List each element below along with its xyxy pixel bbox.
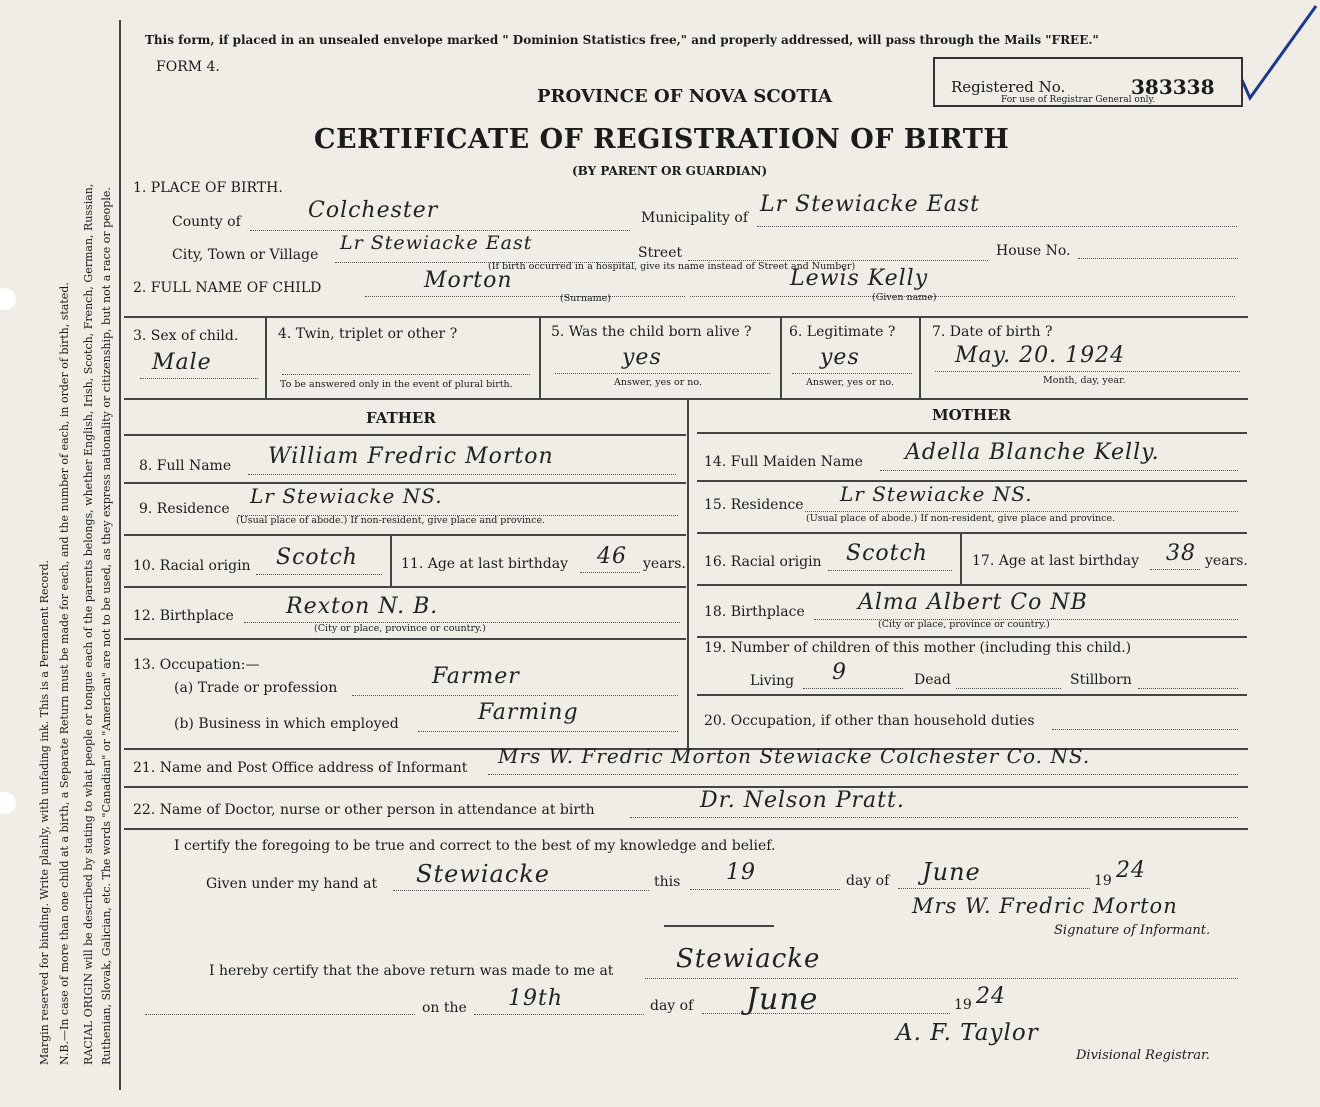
informant-label: 21. Name and Post Office address of Informant xyxy=(133,760,468,776)
father-racial-label: 10. Racial origin xyxy=(133,558,251,574)
doctor-value: Dr. Nelson Pratt. xyxy=(700,788,905,813)
occupation-label: 13. Occupation:— xyxy=(133,657,260,673)
dob-caption: Month, day, year. xyxy=(1043,375,1126,386)
business-value: Farming xyxy=(478,700,579,725)
legitimate-caption: Answer, yes or no. xyxy=(806,377,895,388)
father-name-value: William Fredric Morton xyxy=(268,444,554,469)
separator-rule xyxy=(664,925,774,927)
county-value: Colchester xyxy=(308,198,439,223)
father-age-value: 46 xyxy=(597,544,627,569)
father-birthplace-label: 12. Birthplace xyxy=(133,608,234,624)
place-of-birth-heading: 1. PLACE OF BIRTH. xyxy=(133,180,283,196)
child-given-value: Lewis Kelly xyxy=(790,266,929,291)
given-label: Given under my hand at xyxy=(206,876,378,892)
father-heading: FATHER xyxy=(366,409,436,427)
municipality-value: Lr Stewiacke East xyxy=(760,192,981,217)
registered-number-box xyxy=(933,57,1243,107)
binding-hole-top xyxy=(0,288,16,310)
trade-label: (a) Trade or profession xyxy=(174,680,338,696)
registrar-caption: Divisional Registrar. xyxy=(1076,1048,1210,1063)
trade-value: Farmer xyxy=(432,664,520,689)
mother-heading: MOTHER xyxy=(932,406,1011,424)
form-number: FORM 4. xyxy=(156,59,220,75)
doctor-label: 22. Name of Doctor, nurse or other person in attendance at birth xyxy=(133,802,595,818)
registrar-statement: I hereby certify that the above return was made to me at xyxy=(209,963,614,979)
province-heading: PROVINCE OF NOVA SCOTIA xyxy=(537,86,833,107)
father-residence-value: Lr Stewiacke NS. xyxy=(250,484,443,508)
registrar-place: Stewiacke xyxy=(676,944,821,974)
municipality-label: Municipality of xyxy=(641,210,749,226)
alive-value: yes xyxy=(622,345,662,370)
margin-note-racial-origin-cont: Ruthenian, Slovak, Galician, etc. The words "Canadian" or "American" are not to be used, as they express nationality or citizenship, but not a race or people. xyxy=(100,187,113,1065)
mother-residence-value: Lr Stewiacke NS. xyxy=(840,482,1033,506)
margin-note-multiple-births: N.B.—In case of more than one child at a birth, a Separate Return must be made for each, and the number of each, in order of birth, stated. xyxy=(58,282,71,1065)
dayof-label: day of xyxy=(846,873,890,889)
registrar-year: 24 xyxy=(976,984,1006,1009)
dead-label: Dead xyxy=(914,672,951,688)
living-value: 9 xyxy=(832,660,847,685)
child-surname-value: Morton xyxy=(424,268,513,293)
legitimate-value: yes xyxy=(820,345,860,370)
row-bottom-rule xyxy=(124,398,1248,400)
father-birthplace-value: Rexton N. B. xyxy=(286,594,439,619)
city-label: City, Town or Village xyxy=(172,247,319,263)
registered-label: Registered No. xyxy=(951,78,1066,96)
twin-note: To be answered only in the event of plural birth. xyxy=(280,379,513,390)
signature-caption: Signature of Informant. xyxy=(1054,923,1211,938)
child-given-line xyxy=(690,296,1235,297)
on-the-label: on the xyxy=(422,1000,467,1016)
father-racial-value: Scotch xyxy=(276,545,358,570)
informant-value: Mrs W. Fredric Morton Stewiacke Colchester Co. NS. xyxy=(498,744,1091,768)
registrar-dayof-label: day of xyxy=(650,998,694,1014)
living-label: Living xyxy=(750,673,795,689)
father-birthplace-caption: (City or place, province or country.) xyxy=(314,623,486,634)
registered-value: 383338 xyxy=(1131,75,1215,99)
mail-note: This form, if placed in an unsealed envelope marked " Dominion Statistics free," and properly addressed, will pass through the Mails "FREE." xyxy=(145,33,1099,47)
given-day: 19 xyxy=(726,860,756,885)
mother-age-value: 38 xyxy=(1166,541,1196,566)
mother-age-label: 17. Age at last birthday xyxy=(972,553,1140,569)
mother-name-value: Adella Blanche Kelly. xyxy=(905,440,1160,465)
county-label: County of xyxy=(172,214,241,230)
alive-caption: Answer, yes or no. xyxy=(614,377,703,388)
mother-residence-caption: (Usual place of abode.) If non-resident, give place and province. xyxy=(806,513,1116,524)
father-age-unit: years. xyxy=(643,556,686,572)
father-residence-caption: (Usual place of abode.) If non-resident, give place and province. xyxy=(236,515,546,526)
children-count-label: 19. Number of children of this mother (including this child.) xyxy=(704,640,1132,656)
legitimate-label: 6. Legitimate ? xyxy=(789,324,896,340)
city-value: Lr Stewiacke East xyxy=(340,232,533,254)
registrar-month: June xyxy=(746,982,819,1017)
column-divider xyxy=(687,398,689,748)
given-place: Stewiacke xyxy=(416,860,551,888)
child-name-label: 2. FULL NAME OF CHILD xyxy=(133,280,322,296)
house-label: House No. xyxy=(996,243,1071,259)
this-label: this xyxy=(654,874,681,890)
mother-birthplace-caption: (City or place, province or country.) xyxy=(878,619,1050,630)
father-name-label: 8. Full Name xyxy=(139,458,232,474)
mother-residence-label: 15. Residence xyxy=(704,497,804,513)
registrar-year-prefix: 19 xyxy=(954,997,972,1013)
given-year: 24 xyxy=(1116,858,1146,883)
check-mark-icon xyxy=(1236,0,1320,110)
row-top-rule xyxy=(124,316,1248,318)
sex-label: 3. Sex of child. xyxy=(133,328,239,344)
twin-label: 4. Twin, triplet or other ? xyxy=(278,326,458,342)
house-line xyxy=(1078,258,1238,259)
margin-rule xyxy=(119,20,121,1090)
given-year-prefix: 19 xyxy=(1094,873,1112,889)
surname-caption: (Surname) xyxy=(560,293,611,304)
sex-value: Male xyxy=(152,350,212,375)
dob-label: 7. Date of birth ? xyxy=(932,324,1053,340)
registrar-day: 19th xyxy=(508,986,564,1011)
registrar-signature: A. F. Taylor xyxy=(896,1020,1039,1046)
alive-label: 5. Was the child born alive ? xyxy=(551,324,752,340)
hospital-note: (If birth occurred in a hospital, give its name instead of Street and Number) xyxy=(488,261,856,272)
registrar-note: For use of Registrar General only. xyxy=(1001,95,1156,105)
mother-racial-label: 16. Racial origin xyxy=(704,554,822,570)
given-month: June xyxy=(922,858,981,886)
mother-birthplace-label: 18. Birthplace xyxy=(704,604,805,620)
given-caption: (Given name) xyxy=(872,292,937,303)
stillborn-label: Stillborn xyxy=(1070,672,1132,688)
mother-name-label: 14. Full Maiden Name xyxy=(704,454,863,470)
informant-signature: Mrs W. Fredric Morton xyxy=(912,894,1178,918)
child-surname-line xyxy=(365,296,685,297)
county-line xyxy=(250,230,630,231)
municipality-line xyxy=(757,226,1237,227)
street-label: Street xyxy=(638,245,683,261)
margin-note-binding: Margin reserved for binding. Write plainly, with unfading ink. This is a Permanent Record. xyxy=(38,559,51,1065)
business-label: (b) Business in which employed xyxy=(174,716,399,732)
certificate-title: CERTIFICATE OF REGISTRATION OF BIRTH xyxy=(314,124,1010,155)
certificate-subtitle: (BY PARENT OR GUARDIAN) xyxy=(572,164,768,178)
dob-value: May. 20. 1924 xyxy=(955,343,1126,368)
mother-birthplace-value: Alma Albert Co NB xyxy=(858,590,1088,615)
mother-occupation-label: 20. Occupation, if other than household duties xyxy=(704,713,1035,729)
binding-hole-bottom xyxy=(0,792,16,814)
certify-statement: I certify the foregoing to be true and correct to the best of my knowledge and belief. xyxy=(174,838,776,854)
mother-age-unit: years. xyxy=(1205,553,1248,569)
father-age-label: 11. Age at last birthday xyxy=(401,556,569,572)
father-residence-label: 9. Residence xyxy=(139,501,230,517)
margin-note-racial-origin: RACIAL ORIGIN will be described by stating to what people or tongue each of the parents belongs, whether English, Irish, Scotch, French, German, Russian, xyxy=(82,183,95,1065)
mother-racial-value: Scotch xyxy=(846,541,928,566)
